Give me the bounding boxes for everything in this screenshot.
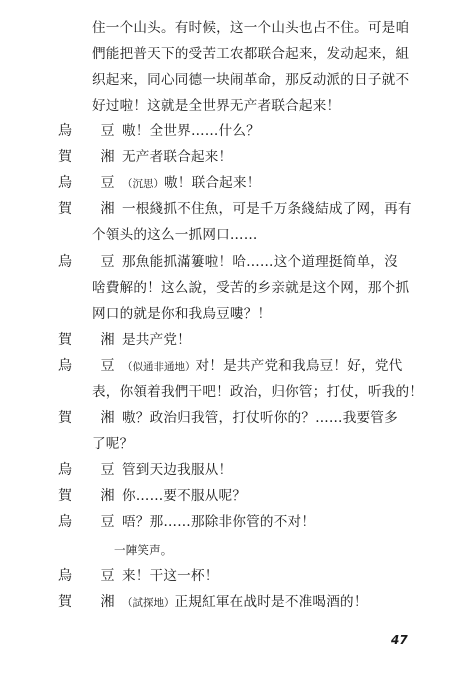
speech-text: 嗷！全世界……什么？ [122, 123, 260, 139]
speaker-name: 賀 湘 [58, 488, 127, 504]
speech-text: 是共产党！ [122, 332, 191, 348]
page-number: 47 [391, 633, 408, 647]
text-line: 网口的就是你和我烏豆嘍？！ [92, 306, 272, 322]
speech-text [122, 593, 368, 612]
speech-text: 无产者联合起来！ [122, 149, 233, 165]
speaker-name: 賀 湘 [58, 149, 127, 165]
speech-content: 对！是共产党和我烏豆！好，党代 [195, 358, 403, 374]
speaker-name: 賀 湘 [58, 410, 127, 426]
stage-direction: （沉思） [122, 178, 164, 190]
text-line: 啥費解的！这么說，受苦的乡亲就是这个网，那个抓 [92, 280, 410, 296]
speaker-name: 烏 豆 [58, 462, 127, 478]
speaker-name: 烏 豆 [58, 568, 127, 584]
speech-content: 正規紅軍在战时是不准喝酒的！ [174, 594, 368, 610]
speech-content: 嗷！联合起来！ [164, 175, 261, 191]
speech-text [122, 174, 261, 193]
speech-text: 一根綫抓不住魚，可是千万条綫結成了网，再有 [122, 201, 412, 217]
speech-text: 管到天边我服从！ [122, 462, 233, 478]
speech-text: 你……要不服从呢？ [122, 488, 247, 504]
speaker-name: 烏 豆 [58, 514, 127, 530]
speaker-name: 烏 豆 [58, 254, 127, 270]
speech-text [122, 357, 402, 376]
text-line: 个領头的这么一抓网口…… [92, 227, 258, 243]
speaker-name: 賀 湘 [58, 332, 127, 348]
text-line: 织起来，同心同德一块闹革命，那反动派的日子就不 [92, 72, 410, 88]
text-line: 了呢？ [92, 436, 134, 452]
stage-direction: （試探地） [122, 597, 175, 609]
speech-text: 嗷？政治归我管，打仗听你的？……我要管多 [122, 410, 398, 426]
speaker-name: 烏 豆 [58, 123, 127, 139]
speaker-name: 烏 豆 [58, 358, 127, 374]
text-line: 們能把普天下的受苦工农都联合起来，发动起来，組 [92, 46, 410, 62]
speech-text: 唔？那……那除非你管的不对！ [122, 514, 316, 530]
speech-text: 来！干这一杯！ [122, 568, 219, 584]
stage-direction: 一陣笑声。 [114, 543, 173, 557]
speaker-name: 烏 豆 [58, 175, 127, 191]
text-line: 住一个山头。有时候，这一个山头也占不住。可是咱 [92, 20, 410, 36]
speech-text: 那魚能抓滿簍啦！哈……这个道理挺简单，沒 [122, 254, 398, 270]
speaker-name: 賀 湘 [58, 201, 127, 217]
text-line: 好过啦！这就是全世界无产者联合起来！ [92, 98, 341, 114]
text-line: 表，你領着我們干吧！政治，归你管；打仗，听我的！ [92, 384, 424, 400]
speaker-name: 賀 湘 [58, 594, 127, 610]
stage-direction: （似通非通地） [122, 361, 196, 373]
